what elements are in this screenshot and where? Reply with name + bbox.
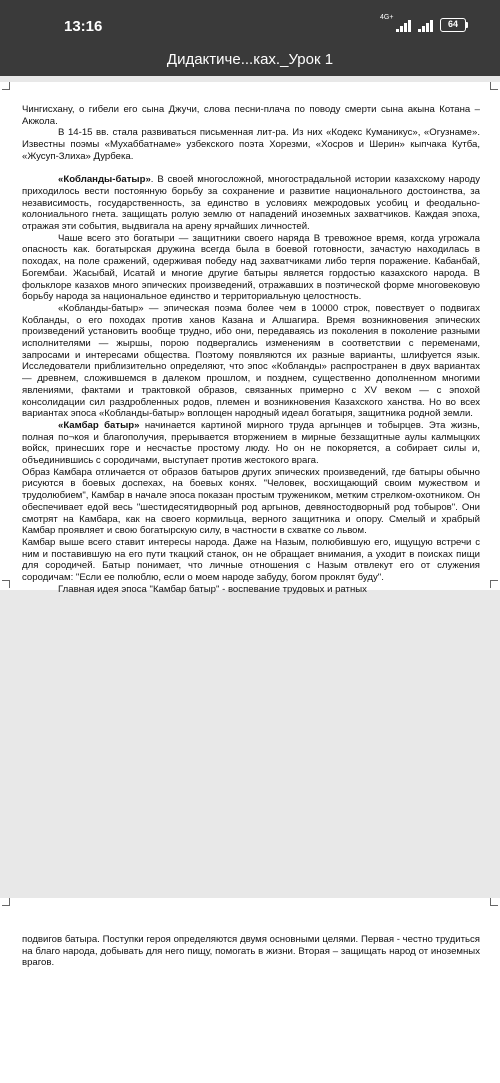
page-corner-mark bbox=[2, 580, 10, 588]
page-2-text bbox=[22, 934, 480, 969]
document-page-1 bbox=[0, 82, 500, 595]
paragraph: Чингисхану, о гибели его сына Джучи, слова песни-плача по поводу смерти сына акына Котана – Акжола. bbox=[22, 104, 480, 127]
paragraph: Образ Камбара отличается от образов батыров других эпических произведений, где батыры обычно рисуются в боевых доспехах, на боевых конях. "Человек, восхищающий своим мужеством и трудолюбием", Камбар в начале эпоса показан простым тружеником, метким стрелком-охотником. Он обеспечивает едой весь "шестидесятидворный род аргынов, девяностодворный род тобыров". Они смотрят на Камбара, как на своего кормильца, верного защитника и опору. Смелый и храбрый Камбар проявляет и свою богатырскую силу, в частности в схватке со львом. bbox=[22, 466, 480, 537]
paragraph: Чаше всего это богатыри — защитники своего наряда В тревожное время, когда угрожала опасность как. богатырская дружина всегда была в боевой готовности, зачастую находилась в походах, на поле сражений, одерживая победу над захватчиками либо терпя поражение. Кабанбай, Богембаи. Жасыбай, Исатай и многие другие батыры является гордостью казахского народа. В фольклоре казахов много эпических произведений, отражавших в поэтической форме многовековую борьбу народа за национальное единство и территориальную целостность. bbox=[22, 232, 480, 303]
battery-icon: 64 bbox=[440, 18, 466, 32]
paragraph-text: . В своей многосложной, многострадальной истории казахскому народу приходилось вести постоянную борьбу за сохранение и развитие национального достоинства, за независимость, государственность, за единство в условиях межродовых усобиц и феодально-колониального гнета. защищать ролую землю от нападений иноземных захватчиков. Каждая эпоха, отражая эти события, выдвигала на арену ярчайших личностей. bbox=[22, 174, 480, 233]
page-corner-mark bbox=[2, 898, 10, 906]
paragraph: «Кобланды-батыр» — эпическая поэма более чем в 10000 строк, повествует о подвигах Кобланды, о его походах против ханов Казана и Алшагира. Время возникновения эпических произведений установить вообще трудно, ибо они, передаваясь из поколения в поколение разными исполнителями — жыршы, порою подвергались изменениям в соответствии с переменами, запросами и интересами общества. Поэтому появляются их разные варианты, шлифуется язык. Исследователи приблизительно определяют, что эпос «Кобланды» распространен в двух вариантах — древнем, сложившемся в далеком прошлом, и позднем, существенно дополненном многими явлениями, фактами и трактовкой образов, связанных примерно с XV веком — с эпохой консолидации сил раздробленных родов, племен и возникновения Казахского ханства. Но во всех вариантах эпоса «Кобланды-батыр» воплощен народный идеал богатыря, защитника родной земли. bbox=[22, 302, 480, 420]
paragraph: Камбар выше всего ставит интересы народа. Даже на Назым, полюбившую его, ищущую встречи с ним и поставившую на его пути ткацкий станок, он не обращает внимания, а уходит в поисках пищи для сородичей. Батыр понимает, что личные отношения с Назым отвлекут его от служения сородичам: "Если ее полюблю, если о моем народе забуду, богом проклят буду". bbox=[22, 537, 480, 584]
paragraph bbox=[22, 174, 480, 233]
heading-koblandy: «Кобланды-батыр» bbox=[58, 174, 151, 186]
battery-tip bbox=[466, 22, 468, 28]
paragraph: подвигов батыра. Поступки героя определяются двумя основными целями. Первая - честно трудиться на благо народа, добывать для него пищу, помогать в жизни. Вторая – защищать народ от иноземных врагов. bbox=[22, 934, 480, 969]
paragraph: В 14-15 вв. стала развиваться письменная лит-ра. Из них «Кодекс Куманикус», «Огузнаме». Известны поэмы «Мухаббатнаме» узбекского поэта Хорезми, «Хосров и Шерин» кыпчака Кутба, «Жусуп-Злиха» Дурбека. bbox=[22, 127, 480, 162]
paragraph: Главная идея эпоса "Камбар батыр" - воспевание трудовых и ратных bbox=[58, 583, 367, 595]
page-1-text bbox=[22, 104, 480, 596]
heading-kambar: «Камбар батыр» bbox=[58, 419, 140, 431]
page-corner-mark bbox=[2, 82, 10, 90]
status-bar bbox=[0, 0, 500, 46]
document-title-bar bbox=[0, 46, 500, 76]
status-time: 13:16 bbox=[64, 18, 103, 35]
signal-icon bbox=[396, 20, 412, 32]
paragraph bbox=[22, 420, 480, 467]
page-corner-mark bbox=[490, 580, 498, 588]
document-page-2 bbox=[0, 898, 500, 1083]
network-type: 4G+ bbox=[380, 14, 394, 21]
paragraph-text: начинается картиной мирного труда аргынцев и тобырцев. Эта жизнь, полная по¬коя и благополучия, прерывается вторжением в мирные беззащитные аулы калмыцких войск, принесших горе и несчастье простому люду. Но он не покоряется, а собирает силы и, объединившись с сородичами, выступает против жестокого врага. bbox=[22, 419, 480, 467]
signal-icon-2 bbox=[418, 20, 434, 32]
page-corner-mark bbox=[490, 82, 498, 90]
document-title: Дидактиче...ках._Урок 1 bbox=[166, 51, 334, 68]
page-corner-mark bbox=[490, 898, 498, 906]
